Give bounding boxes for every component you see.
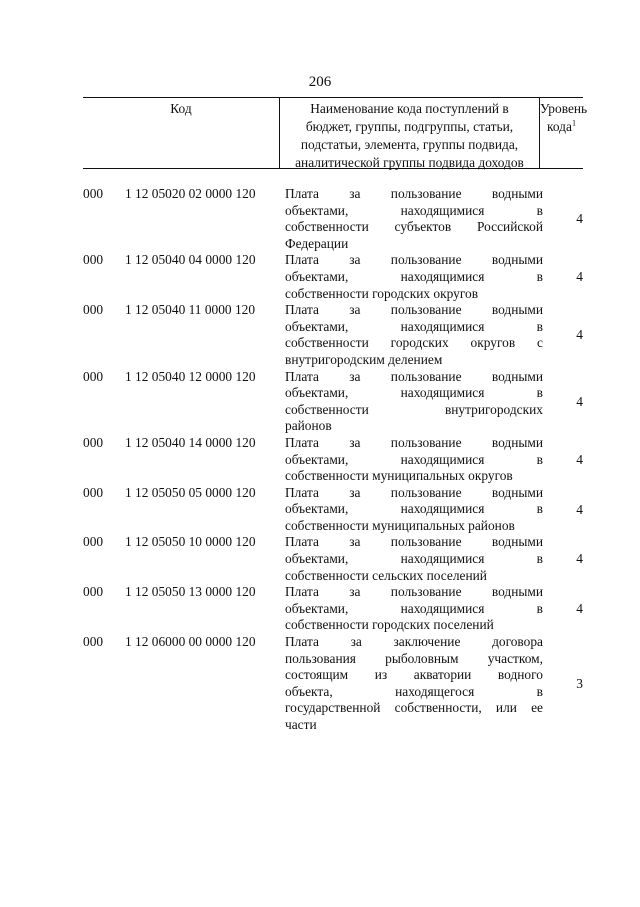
income-name-line: Плата за пользование водными [285,434,543,450]
table-header [83,97,588,170]
footnote-marker: 1 [571,118,576,128]
income-name [285,369,543,435]
table-row [83,485,583,535]
header-name-line: аналитической группы подвида доходов [295,155,524,170]
income-name-line: объекта, находящегося в [285,683,543,699]
table-row [83,435,583,485]
income-code: 1 12 05050 10 0000 120 [125,534,256,550]
code-level: 4 [576,551,583,567]
income-name-line: Плата за пользование водными [285,584,543,600]
admin-code: 000 [83,534,104,550]
table-row [83,186,583,252]
income-name-line: Плата за пользование водными [285,368,543,384]
header-level-line: кода$^1$ [547,118,576,134]
income-name-line: районов [285,418,332,434]
income-name-line: собственности муниципальных районов [285,517,515,533]
income-name-line: собственности городских поселений [285,617,494,633]
income-code: 1 12 05040 11 0000 120 [125,302,256,318]
income-name-line: собственности городских округов с [285,335,543,351]
income-name-line: объектами, находящимися в [285,385,543,401]
income-name-line: Плата за пользование водными [285,534,543,550]
income-code: 1 12 05020 02 0000 120 [125,186,256,201]
income-code: 1 12 05040 14 0000 120 [125,434,256,450]
income-name [285,252,543,302]
income-code: 1 12 05040 12 0000 120 [125,368,256,384]
income-name [285,302,543,368]
header-name [280,100,539,172]
table-row [83,252,583,302]
income-name [285,435,543,485]
income-name-line: состоящим из акватории водного [285,667,543,683]
table-row [83,534,583,584]
header-code: Код [170,101,192,116]
income-name-line: объектами, находящимися в [285,318,543,334]
code-level: 4 [576,451,583,467]
code-level: 4 [576,269,583,285]
income-name-line: собственности внутригородских [285,401,543,417]
income-name-line: внутригородским делением [285,351,443,367]
header-name-line: Наименование кода поступлений в [310,101,509,116]
income-name-line: Федерации [285,235,349,251]
income-name [285,584,543,634]
income-name-line: части [285,717,317,732]
admin-code: 000 [83,484,104,500]
income-name-line: собственности сельских поселений [285,567,487,583]
header-name-line: бюджет, группы, подгруппы, статьи, [305,119,514,134]
header-name-line: подстатьи, элемента, группы подвида, [300,137,519,152]
income-name-line: объектами, находящимися в [285,600,543,616]
code-level: 4 [576,327,583,343]
table-row [83,634,583,734]
income-name-line: объектами, находящимися в [285,501,543,517]
income-name-line: Плата за пользование водными [285,302,543,318]
admin-code: 000 [83,368,104,384]
income-name-line: государственной собственности, или ее [285,700,543,716]
header-level-line: Уровень [540,101,588,116]
income-name-line: Плата за пользование водными [285,252,543,268]
admin-code: 000 [83,434,104,450]
table-row [83,584,583,634]
code-level: 4 [576,393,583,409]
admin-code: 000 [83,252,104,268]
income-name-line: Плата за пользование водными [285,484,543,500]
income-name-line: Плата за пользование водными [285,186,543,201]
table-body [83,186,583,734]
income-name-line: объектами, находящимися в [285,551,543,567]
income-name-line: собственности муниципальных округов [285,468,513,484]
admin-code: 000 [83,634,104,650]
income-code: 1 12 05050 05 0000 120 [125,484,256,500]
income-code: 1 12 06000 00 0000 120 [125,634,256,650]
code-level: 4 [576,211,583,227]
code-level: 4 [576,501,583,517]
header-level [540,100,588,136]
income-code: 1 12 05040 04 0000 120 [125,252,256,268]
income-name [285,634,543,734]
table-row [83,302,583,368]
code-level: 4 [576,601,583,617]
admin-code: 000 [83,186,104,201]
admin-code: 000 [83,302,104,318]
income-name-line: объектами, находящимися в [285,451,543,467]
income-name-line: собственности городских округов [285,285,479,301]
admin-code: 000 [83,584,104,600]
page-number: 206 [308,74,332,90]
income-name [285,534,543,584]
income-name-line: объектами, находящимися в [285,268,543,284]
income-name [285,485,543,535]
income-name-line: Плата за заключение договора [285,634,543,650]
income-name-line: объектами, находящимися в [285,202,543,218]
income-name-line: собственности субъектов Российской [285,219,543,235]
code-level: 3 [576,675,583,691]
income-code: 1 12 05050 13 0000 120 [125,584,256,600]
income-name [285,186,543,252]
table-row [83,369,583,435]
income-name-line: пользования рыболовным участком, [285,650,543,666]
